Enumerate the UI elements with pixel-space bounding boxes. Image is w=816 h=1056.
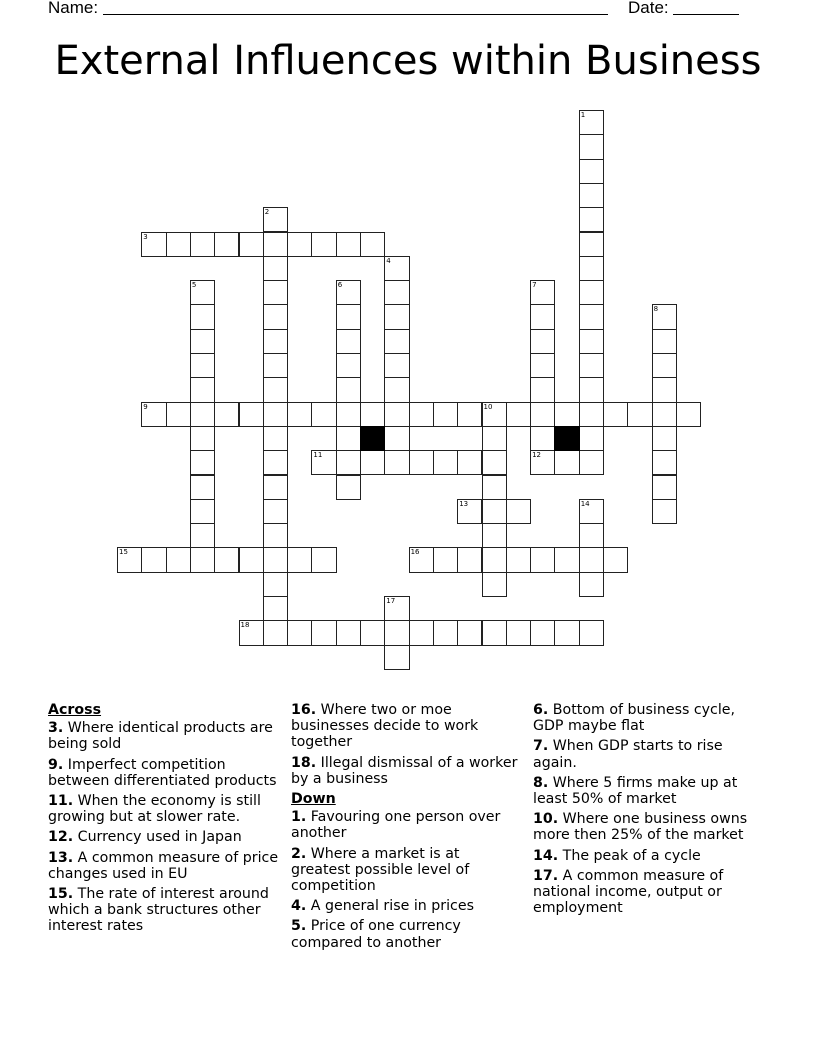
grid-cell[interactable]: [287, 402, 312, 427]
grid-cell[interactable]: [409, 620, 434, 645]
clue-across-12: 12. Currency used in Japan: [48, 829, 242, 846]
clue-number: 13: [459, 499, 469, 508]
grid-cell[interactable]: [384, 645, 409, 670]
grid-cell[interactable]: [141, 232, 166, 257]
clue-number: 16: [410, 548, 420, 557]
crossword-grid: [117, 110, 717, 670]
grid-cell[interactable]: [336, 620, 361, 645]
grid-cell[interactable]: [214, 232, 239, 257]
grid-cell[interactable]: [627, 402, 652, 427]
grid-cell[interactable]: [384, 450, 409, 475]
grid-cell[interactable]: [530, 304, 555, 329]
grid-cell[interactable]: [311, 547, 336, 572]
grid-cell[interactable]: [287, 232, 312, 257]
grid-cell[interactable]: [506, 402, 531, 427]
date-label: Date:: [628, 0, 669, 17]
clue-down-14: 14. The peak of a cycle: [533, 847, 701, 864]
clue-number: 8: [653, 305, 659, 314]
clue-number: 15: [119, 548, 128, 557]
grid-cell[interactable]: [482, 426, 507, 451]
grid-cell[interactable]: [652, 475, 677, 500]
grid-cell[interactable]: [263, 353, 288, 378]
clue-across-9: 9. Imperfect competition between differentiated products: [48, 756, 277, 789]
clues-column-3: [533, 702, 765, 920]
clue-number: 1: [580, 111, 586, 119]
grid-cell[interactable]: [530, 353, 555, 378]
name-date-header: [48, 0, 748, 20]
grid-cell[interactable]: [579, 110, 604, 135]
clue-number: 2: [264, 208, 270, 217]
clue-number: 3: [143, 232, 148, 241]
grid-cell[interactable]: [384, 304, 409, 329]
down-heading: Down: [291, 791, 336, 808]
clues-column-1: [48, 702, 280, 939]
grid-cell[interactable]: [360, 402, 385, 427]
grid-cell[interactable]: [506, 499, 531, 524]
grid-cell[interactable]: [263, 377, 288, 402]
grid-cell[interactable]: [652, 402, 677, 427]
grid-cell[interactable]: [652, 377, 677, 402]
grid-cell[interactable]: [579, 572, 604, 597]
grid-cell[interactable]: [384, 256, 409, 281]
grid-cell[interactable]: [336, 475, 361, 500]
grid-cell[interactable]: [579, 183, 604, 208]
grid-cell[interactable]: [482, 547, 507, 572]
clue-down-5: 5. Price of one currency compared to another: [291, 918, 461, 951]
grid-cell[interactable]: [239, 620, 264, 645]
clue-across-13: 13. A common measure of price changes used in EU: [48, 849, 279, 882]
clue-number: 17: [386, 597, 396, 605]
grid-cell[interactable]: [579, 402, 604, 427]
grid-cell[interactable]: [384, 329, 409, 354]
grid-cell[interactable]: [603, 402, 628, 427]
grid-cell[interactable]: [263, 280, 288, 305]
grid-cell[interactable]: [579, 304, 604, 329]
grid-cell[interactable]: [190, 353, 215, 378]
clue-down-10: 10. Where one business owns more then 25% of the market: [533, 811, 748, 844]
grid-cell[interactable]: [190, 280, 215, 305]
grid-cell[interactable]: [336, 353, 361, 378]
grid-cell[interactable]: [482, 620, 507, 645]
grid-cell[interactable]: [263, 475, 288, 500]
grid-cell[interactable]: [190, 329, 215, 354]
grid-cell[interactable]: [652, 499, 677, 524]
grid-cell[interactable]: [311, 232, 336, 257]
grid-cell[interactable]: [603, 547, 628, 572]
grid-cell[interactable]: [190, 499, 215, 524]
grid-cell[interactable]: [554, 620, 579, 645]
grid-cell[interactable]: [336, 377, 361, 402]
grid-cell[interactable]: [579, 499, 604, 524]
grid-cell[interactable]: [263, 523, 288, 548]
grid-cell[interactable]: [263, 402, 288, 427]
grid-cell[interactable]: [311, 450, 336, 475]
grid-cell[interactable]: [336, 232, 361, 257]
grid-cell[interactable]: [190, 232, 215, 257]
clue-number: 7: [532, 281, 537, 290]
grid-cell[interactable]: [384, 426, 409, 451]
grid-cell[interactable]: [579, 377, 604, 402]
grid-cell[interactable]: [239, 402, 264, 427]
grid-cell[interactable]: [336, 304, 361, 329]
grid-cell[interactable]: [166, 402, 191, 427]
grid-cell[interactable]: [554, 450, 579, 475]
grid-cell[interactable]: [263, 547, 288, 572]
grid-cell[interactable]: [336, 450, 361, 475]
grid-cell[interactable]: [652, 426, 677, 451]
grid-cell[interactable]: [384, 620, 409, 645]
grid-cell[interactable]: [457, 499, 482, 524]
grid-cell[interactable]: [433, 620, 458, 645]
grid-cell[interactable]: [141, 402, 166, 427]
clue-number: 14: [580, 499, 590, 508]
grid-cell[interactable]: [384, 280, 409, 305]
clue-number: 11: [313, 451, 323, 460]
grid-cell[interactable]: [457, 402, 482, 427]
clue-number: 5: [191, 281, 197, 290]
grid-cell[interactable]: [311, 620, 336, 645]
grid-cell[interactable]: [263, 329, 288, 354]
grid-cell[interactable]: [579, 547, 604, 572]
grid-cell[interactable]: [384, 353, 409, 378]
grid-cell[interactable]: [141, 547, 166, 572]
grid-cell[interactable]: [530, 426, 555, 451]
grid-cell[interactable]: [263, 207, 288, 232]
grid-cell[interactable]: [433, 402, 458, 427]
grid-cell[interactable]: [166, 232, 191, 257]
clue-down-6: 6. Bottom of business cycle, GDP maybe flat: [533, 702, 736, 735]
grid-cell[interactable]: [409, 547, 434, 572]
name-label: Name:: [48, 0, 99, 17]
grid-cell[interactable]: [579, 232, 604, 257]
clue-down-7: 7. When GDP starts to rise again.: [533, 738, 723, 771]
grid-cell[interactable]: [263, 256, 288, 281]
grid-cell[interactable]: [579, 426, 604, 451]
grid-cell[interactable]: [190, 547, 215, 572]
clue-number: 6: [337, 281, 343, 290]
grid-cell[interactable]: [263, 426, 288, 451]
grid-cell[interactable]: [530, 402, 555, 427]
grid-cell[interactable]: [579, 353, 604, 378]
grid-cell[interactable]: [336, 402, 361, 427]
grid-cell[interactable]: [190, 304, 215, 329]
grid-cell[interactable]: [239, 232, 264, 257]
grid-cell[interactable]: [530, 280, 555, 305]
grid-cell[interactable]: [579, 523, 604, 548]
clue-across-16: 16. Where two or moe businesses decide to work together: [291, 702, 479, 751]
grid-cell[interactable]: [579, 134, 604, 159]
grid-cell[interactable]: [239, 547, 264, 572]
clue-number: 4: [386, 256, 391, 265]
grid-cell[interactable]: [117, 547, 142, 572]
grid-cell[interactable]: [482, 572, 507, 597]
black-cell: [360, 426, 385, 451]
grid-cell[interactable]: [409, 450, 434, 475]
grid-cell[interactable]: [263, 304, 288, 329]
grid-cell[interactable]: [482, 450, 507, 475]
grid-cell[interactable]: [263, 620, 288, 645]
grid-cell[interactable]: [433, 547, 458, 572]
grid-cell[interactable]: [360, 232, 385, 257]
grid-cell[interactable]: [652, 329, 677, 354]
grid-cell[interactable]: [409, 402, 434, 427]
clue-down-2: 2. Where a market is at greatest possible level of competition: [291, 845, 470, 895]
name-field-line[interactable]: [103, 14, 608, 15]
across-heading: Across: [48, 702, 102, 718]
grid-cell[interactable]: [214, 402, 239, 427]
clue-number: 18: [240, 621, 250, 630]
grid-cell[interactable]: [506, 547, 531, 572]
grid-cell[interactable]: [311, 402, 336, 427]
clues-column-2: [291, 702, 523, 955]
grid-cell[interactable]: [530, 329, 555, 354]
grid-cell[interactable]: [676, 402, 701, 427]
grid-cell[interactable]: [579, 450, 604, 475]
grid-cell[interactable]: [579, 207, 604, 232]
grid-cell[interactable]: [652, 450, 677, 475]
grid-cell[interactable]: [482, 523, 507, 548]
grid-cell[interactable]: [652, 353, 677, 378]
grid-cell[interactable]: [482, 499, 507, 524]
grid-cell[interactable]: [384, 402, 409, 427]
grid-cell[interactable]: [190, 426, 215, 451]
black-cell: [554, 426, 579, 451]
grid-cell[interactable]: [336, 329, 361, 354]
grid-cell[interactable]: [530, 620, 555, 645]
grid-cell[interactable]: [433, 450, 458, 475]
grid-cell[interactable]: [457, 620, 482, 645]
clue-across-11: 11. When the economy is still growing but at slower rate.: [48, 793, 261, 826]
clue-number: 10: [483, 402, 493, 411]
grid-cell[interactable]: [579, 159, 604, 184]
grid-cell[interactable]: [190, 450, 215, 475]
grid-cell[interactable]: [384, 596, 409, 621]
clue-number: 9: [143, 402, 148, 411]
grid-cell[interactable]: [263, 572, 288, 597]
page-title: External Influences within Business: [54, 38, 762, 84]
grid-cell[interactable]: [457, 547, 482, 572]
grid-cell[interactable]: [336, 280, 361, 305]
grid-cell[interactable]: [482, 475, 507, 500]
date-field-line[interactable]: [673, 14, 739, 15]
grid-cell[interactable]: [190, 377, 215, 402]
grid-cell[interactable]: [336, 426, 361, 451]
grid-cell[interactable]: [263, 450, 288, 475]
grid-cell[interactable]: [579, 620, 604, 645]
clue-down-4: 4. A general rise in prices: [291, 898, 474, 915]
clue-down-1: 1. Favouring one person over another: [291, 809, 501, 842]
grid-cell[interactable]: [263, 232, 288, 257]
grid-cell[interactable]: [579, 329, 604, 354]
grid-cell[interactable]: [554, 402, 579, 427]
grid-cell[interactable]: [579, 256, 604, 281]
grid-cell[interactable]: [360, 450, 385, 475]
grid-cell[interactable]: [190, 475, 215, 500]
grid-cell[interactable]: [482, 402, 507, 427]
clue-across-15: 15. The rate of interest around which a bank structures other interest rates: [48, 886, 269, 935]
grid-cell[interactable]: [530, 547, 555, 572]
grid-cell[interactable]: [457, 450, 482, 475]
grid-cell[interactable]: [579, 280, 604, 305]
grid-cell[interactable]: [530, 450, 555, 475]
clue-down-8: 8. Where 5 firms make up at least 50% of market: [533, 774, 738, 808]
grid-cell[interactable]: [263, 596, 288, 621]
grid-cell[interactable]: [287, 620, 312, 645]
grid-cell[interactable]: [190, 402, 215, 427]
grid-cell[interactable]: [263, 499, 288, 524]
grid-cell[interactable]: [530, 377, 555, 402]
clue-across-3: 3. Where identical products are being sold: [48, 720, 273, 753]
grid-cell[interactable]: [287, 547, 312, 572]
grid-cell[interactable]: [506, 620, 531, 645]
grid-cell[interactable]: [360, 620, 385, 645]
clue-across-18: 18. Illegal dismissal of a worker by a business: [291, 754, 518, 787]
grid-cell[interactable]: [652, 304, 677, 329]
grid-cell[interactable]: [554, 547, 579, 572]
grid-cell[interactable]: [384, 377, 409, 402]
clue-number: 12: [532, 451, 542, 460]
grid-cell[interactable]: [166, 547, 191, 572]
clue-down-17: 17. A common measure of national income, output or employment: [533, 867, 724, 917]
grid-cell[interactable]: [214, 547, 239, 572]
grid-cell[interactable]: [190, 523, 215, 548]
